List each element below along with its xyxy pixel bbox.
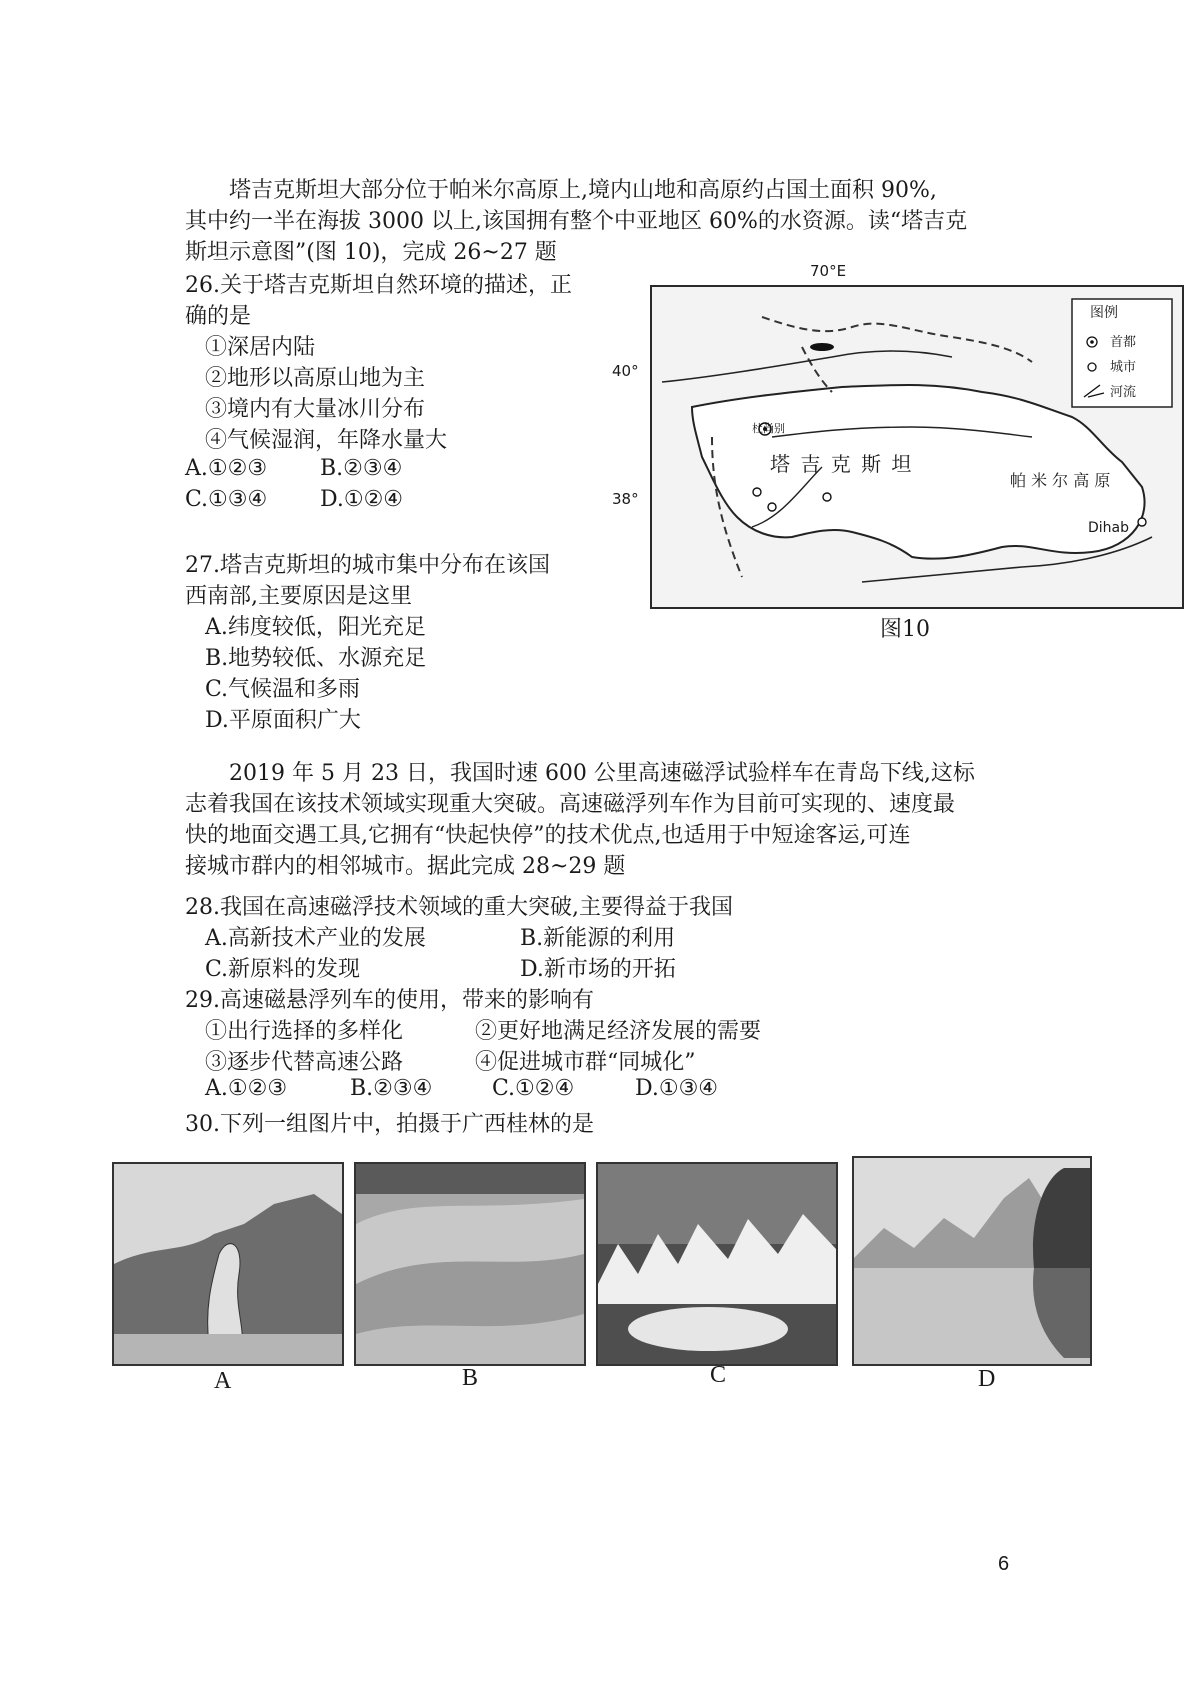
city-marker-2: [823, 493, 831, 501]
map-caption: 图10: [880, 617, 930, 642]
map-longitude-label: 70°E: [810, 262, 847, 280]
q29-stem: 29.高速磁悬浮列车的使用，带来的影响有: [185, 988, 594, 1013]
q26-stem-line-1: 26.关于塔吉克斯坦自然环境的描述，正: [185, 273, 572, 298]
border-north: [762, 317, 1032, 362]
q26-item-4: ④气候湿润，年降水量大: [205, 428, 448, 453]
maglev-intro-line-4: 接城市群内的相邻城市。据此完成 28~29 题: [185, 854, 626, 879]
q29-item-3: ③逐步代替高速公路: [205, 1050, 404, 1075]
lake-icon: [810, 343, 834, 351]
q27-stem-line-2: 西南部,主要原因是这里: [185, 584, 412, 609]
q29-option-a[interactable]: A.①②③: [205, 1076, 288, 1101]
q28-stem: 28.我国在高速磁浮技术领域的重大突破,主要得益于我国: [185, 895, 733, 920]
q27-stem-line-1: 27.塔吉克斯坦的城市集中分布在该国: [185, 553, 550, 578]
question-26: [185, 270, 625, 456]
map-lat-top-label: 40°: [612, 362, 639, 380]
q26-item-3: ③境内有大量冰川分布: [205, 397, 426, 422]
q27-option-b[interactable]: B.地势较低、水源充足: [205, 646, 427, 671]
q28-option-d[interactable]: D.新市场的开拓: [520, 957, 676, 982]
q28-option-c[interactable]: C.新原料的发现: [205, 957, 361, 982]
map-country-label: 塔 吉 克 斯 坦: [770, 452, 914, 476]
photo-c-label: C: [710, 1362, 727, 1388]
river-1: [662, 351, 952, 382]
q26-option-c[interactable]: C.①③④: [185, 487, 268, 512]
tajikistan-intro: [185, 175, 1025, 268]
photo-b-label: B: [462, 1365, 479, 1391]
maglev-intro-line-2: 志着我国在该技术领域实现重大突破。高速磁浮列车作为目前可实现的、速度最: [185, 792, 956, 817]
q27-option-a[interactable]: A.纬度较低，阳光充足: [205, 615, 426, 640]
q27-option-d[interactable]: D.平原面积广大: [205, 708, 361, 733]
photo-c[interactable]: [596, 1162, 838, 1366]
map-drawing: [652, 287, 1182, 607]
map-lat-bottom-label: 38°: [612, 490, 639, 508]
legend-title: 图例: [1090, 305, 1118, 321]
q26-item-1: ①深居内陆: [205, 335, 316, 360]
photo-a-scene: [114, 1164, 342, 1364]
tajikistan-map: [650, 285, 1184, 609]
q29-option-b[interactable]: B.②③④: [350, 1076, 433, 1101]
maglev-intro-line-1: 2019 年 5 月 23 日，我国时速 600 公里高速磁浮试验样车在青岛下线,这标: [229, 761, 975, 786]
photo-d[interactable]: [852, 1156, 1092, 1366]
legend-capital-icon-dot: [1090, 340, 1094, 344]
q27-option-c[interactable]: C.气候温和多雨: [205, 677, 361, 702]
map-capital-label: 杜尚别: [752, 422, 785, 435]
maglev-intro-line-3: 快的地面交遇工具,它拥有“快起快停”的技术优点,也适用于中短途客运,可连: [185, 823, 911, 848]
legend-city-icon: [1088, 363, 1096, 371]
q30-stem: 30.下列一组图片中，拍摄于广西桂林的是: [185, 1112, 594, 1137]
photo-c-scene: [598, 1164, 836, 1364]
q26-option-b[interactable]: B.②③④: [320, 456, 403, 481]
question-27: [185, 550, 625, 736]
map-plateau-label: 帕 米 尔 高 原: [1010, 471, 1111, 490]
city-marker-3: [753, 488, 761, 496]
q29-item-2: ②更好地满足经济发展的需要: [475, 1019, 762, 1044]
q29-option-d[interactable]: D.①③④: [635, 1076, 719, 1101]
q28-option-b[interactable]: B.新能源的利用: [520, 926, 676, 951]
photo-d-scene: [854, 1158, 1090, 1364]
photo-b-scene: [356, 1164, 584, 1364]
q26-option-a[interactable]: A.①②③: [185, 456, 268, 481]
q29-item-1: ①出行选择的多样化: [205, 1019, 404, 1044]
intro-line-2: 其中约一半在海拔 3000 以上,该国拥有整个中亚地区 60%的水资源。读“塔吉克: [185, 209, 968, 234]
legend-city-label: 城市: [1110, 360, 1137, 375]
legend-river-label: 河流: [1110, 385, 1137, 400]
maglev-intro: [185, 758, 1025, 882]
q26-option-d[interactable]: D.①②④: [320, 487, 404, 512]
intro-line-3: 斯坦示意图”(图 10)，完成 26~27 题: [185, 240, 557, 265]
photo-a-label: A: [214, 1368, 232, 1394]
city-marker-4: [1138, 518, 1146, 526]
q29-item-4: ④促进城市群“同城化”: [475, 1050, 696, 1075]
photo-d-label: D: [978, 1366, 996, 1392]
legend-capital-label: 首都: [1110, 335, 1137, 350]
photo-b[interactable]: [354, 1162, 586, 1366]
q26-item-2: ②地形以高原山地为主: [205, 366, 426, 391]
photo-a[interactable]: [112, 1162, 344, 1366]
map-city-label: Dihab: [1088, 520, 1130, 536]
q26-stem-line-2: 确的是: [185, 304, 252, 329]
q28-option-a[interactable]: A.高新技术产业的发展: [205, 926, 426, 951]
intro-line-1: 塔吉克斯坦大部分位于帕米尔高原上,境内山地和高原约占国土面积 90%,: [229, 178, 937, 203]
border-inner: [802, 347, 832, 392]
q29-option-c[interactable]: C.①②④: [492, 1076, 575, 1101]
city-marker-1: [768, 503, 776, 511]
page-number: 6: [998, 1553, 1010, 1575]
